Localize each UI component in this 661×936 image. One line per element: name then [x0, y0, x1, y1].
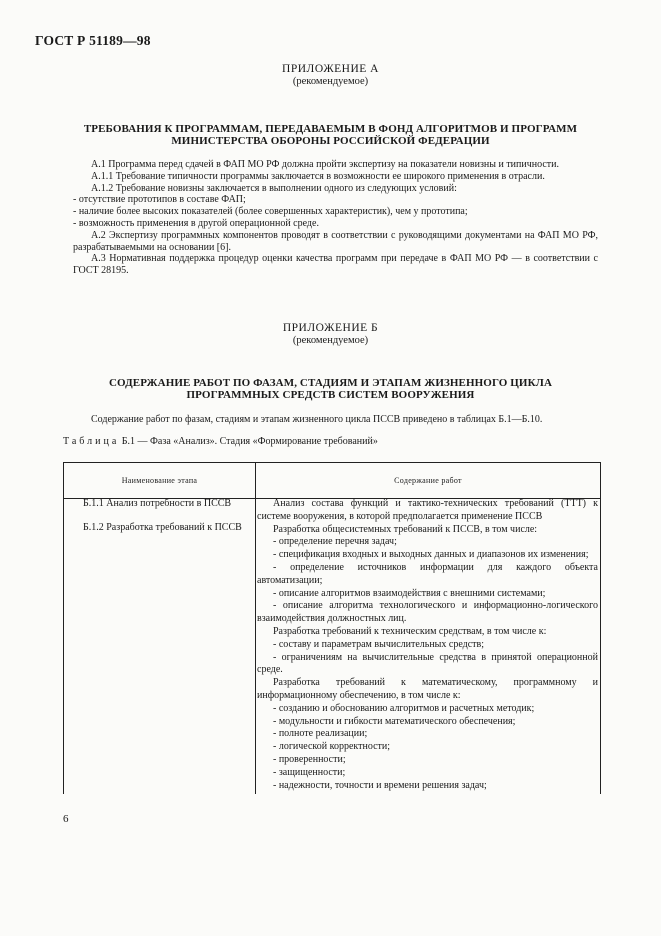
column-header-work: Содержание работ: [394, 476, 462, 485]
list-item: - возможность применения в другой операционной среде.: [73, 217, 319, 229]
column-header-stage: Наименование этапа: [121, 476, 198, 485]
list-item: - определение перечня задач;: [273, 536, 397, 548]
list-item: - определение источников информации для каждого объекта автоматизации;: [257, 561, 598, 586]
table-caption-label: Таблица: [63, 436, 120, 447]
list-item: Анализ состава функций и тактико-технических требований (ТТТ) к системе вооружения, в которой предполагается применение ПССВ: [257, 498, 598, 522]
table-row: Б.1.1 Анализ потребности в ПССВ: [83, 498, 232, 509]
table-row: Б.1.2 Разработка требований к ПССВ: [83, 522, 242, 533]
appendix-b-title: ПРИЛОЖЕНИЕ Б: [282, 322, 379, 334]
list-item: - спецификация входных и выходных данных и диапазонов их изменения;: [273, 549, 589, 561]
list-item: - защищенности;: [273, 766, 346, 778]
list-item: - описание алгоритмов взаимодействия с внешними системами;: [273, 587, 546, 599]
list-item: - надежности, точности и времени решения задач;: [273, 779, 487, 791]
table-caption: [63, 436, 378, 447]
paragraph: А.1.2 Требование новизны заключается в выполнении одного из следующих условий:: [91, 182, 457, 194]
list-item: - наличие более высоких показателей (более совершенных характеристик), чем у прототипа;: [73, 206, 468, 218]
list-item: - модульности и гибкости математического обеспечения;: [273, 715, 516, 727]
list-item: - составу и параметрам вычислительных средств;: [273, 638, 485, 650]
paragraph: А.2 Экспертизу программных компонентов проводят в соответствии с руководящими документами на ФАП МО РФ, разрабатываемыми на основании [6].: [73, 229, 598, 253]
appendix-a-title: ПРИЛОЖЕНИЕ А: [282, 63, 379, 75]
appendix-b-heading-line1: СОДЕРЖАНИЕ РАБОТ ПО ФАЗАМ, СТАДИЯМ И ЭТАПАМ ЖИЗНЕННОГО ЦИКЛА: [108, 377, 553, 389]
list-item: - логической корректности;: [273, 741, 391, 753]
list-item: - проверенности;: [273, 753, 346, 765]
list-item: - описание алгоритма технологического и информационно-логического взаимодействия должностных лиц.: [257, 600, 598, 625]
paragraph: А.3 Нормативная поддержка процедур оценки качества программ при передаче в ФАП МО РФ — в соответствии с ГОСТ 28195.: [73, 253, 598, 277]
appendix-a-heading-line2: МИНИСТЕРСТВА ОБОРОНЫ РОССИЙСКОЙ ФЕДЕРАЦИИ: [171, 135, 490, 147]
page-number: 6: [63, 813, 69, 825]
appendix-b-intro: [63, 414, 599, 426]
paragraph: А.1.1 Требование типичности программы заключается в возможности ее широкого применения в отрасли.: [91, 170, 545, 182]
stages-table: [63, 462, 601, 794]
list-item: Разработка требований к математическому, программному и информационному обеспечению, в том числе к:: [257, 677, 598, 701]
appendix-a-subtitle: (рекомендуемое): [292, 76, 369, 87]
work-column: [257, 498, 598, 792]
stage-column: [65, 498, 251, 534]
paragraph: А.1 Программа перед сдачей в ФАП МО РФ должна пройти экспертизу на показатели новизны и типичности.: [91, 159, 560, 170]
appendix-b-subtitle: (рекомендуемое): [292, 335, 369, 346]
list-item: - отсутствие прототипов в составе ФАП;: [73, 194, 246, 206]
list-item: - ограничениям на вычислительные средства в принятой операционной среде.: [257, 651, 598, 676]
column-divider: [255, 463, 256, 794]
paragraph: Содержание работ по фазам, стадиям и этапам жизненного цикла ПССВ приведено в таблицах Б.1—Б.10.: [91, 414, 543, 425]
table-caption-text: Б.1 — Фаза «Анализ». Стадия «Формирование требований»: [121, 436, 378, 447]
appendix-a-heading-line1: ТРЕБОВАНИЯ К ПРОГРАММАМ, ПЕРЕДАВАЕМЫМ В ФОНД АЛГОРИТМОВ И ПРОГРАММ: [83, 123, 578, 135]
list-item: - созданию и обоснованию алгоритмов и расчетных методик;: [273, 702, 535, 714]
document-header: ГОСТ Р 51189—98: [35, 33, 151, 48]
list-item: Разработка общесистемных требований к ПССВ, в том числе:: [273, 523, 538, 535]
list-item: Разработка требований к техническим средствам, в том числе к:: [273, 625, 547, 637]
list-item: - полноте реализации;: [273, 728, 368, 740]
appendix-b-heading-line2: ПРОГРАММНЫХ СРЕДСТВ СИСТЕМ ВООРУЖЕНИЯ: [186, 389, 475, 401]
appendix-a-body: [73, 159, 598, 277]
